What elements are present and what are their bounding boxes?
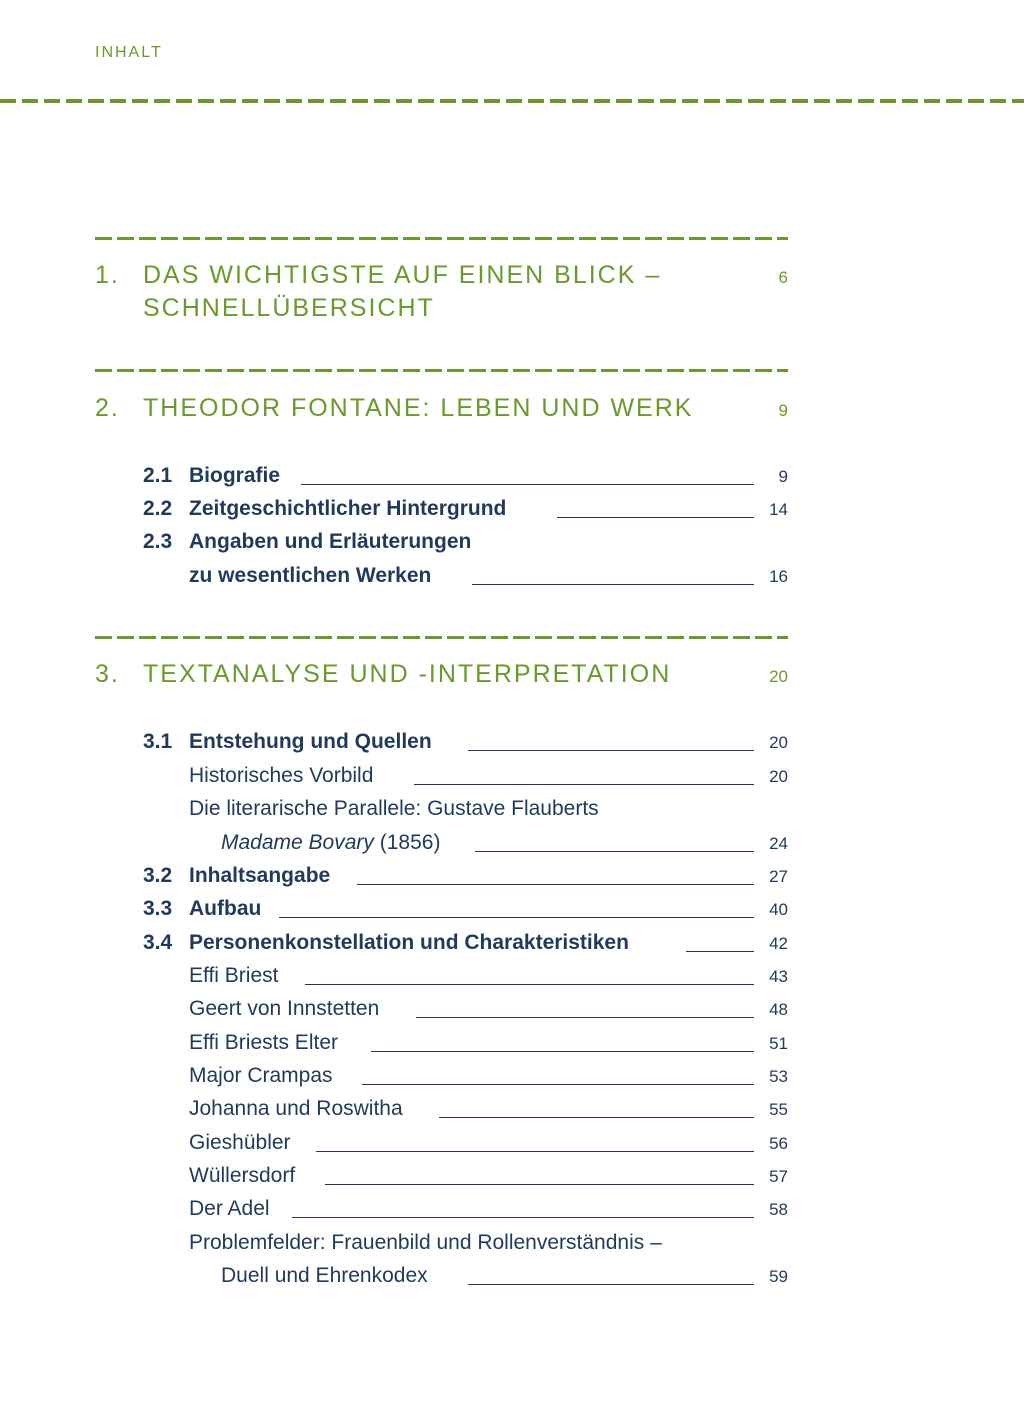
section-1-page: 6 [778,268,788,287]
toc-entry-gieshuebler[interactable] [0,1126,1024,1160]
toc-entry-effi[interactable] [0,959,1024,993]
entry-page: 42 [769,934,788,953]
entry-page: 27 [769,867,788,886]
entry-leader-line [686,951,754,952]
entry-title: Biografie [189,464,281,487]
entry-title-line2 [221,826,440,860]
entry-leader-line [316,1151,754,1152]
entry-page: 53 [769,1067,788,1086]
entry-leader-line [416,1017,754,1018]
toc-entry-personen[interactable] [0,926,1024,960]
section-1-title-line2: SCHNELLÜBERSICHT [143,294,435,322]
section-1-number: 1. [95,261,120,289]
entry-title: Personenkonstellation und Charakteristiken [189,931,629,954]
entry-page: 51 [769,1034,788,1053]
entry-page: 59 [769,1267,788,1286]
entry-page: 14 [769,500,788,519]
entry-title: Entstehung und Quellen [189,730,432,753]
toc-entry-angaben-line1[interactable] [0,525,1024,559]
entry-title: Aufbau [189,897,262,920]
entry-number: 2.2 [143,497,173,520]
toc-entry-parallele-line1[interactable] [0,792,1024,826]
toc-entry-vorbild[interactable] [0,759,1024,793]
book-title-italic: Madame Bovary [221,831,374,854]
book-year: (1856) [373,831,441,854]
entry-page: 58 [769,1200,788,1219]
toc-entry-angaben-line2[interactable] [0,559,1024,593]
entry-leader-line [468,1284,754,1285]
entry-number: 3.3 [143,897,173,920]
entry-title: Der Adel [189,1197,270,1220]
section-3-title: TEXTANALYSE UND -INTERPRETATION [143,660,672,688]
toc-entry-adel[interactable] [0,1192,1024,1226]
entry-title-line1: Problemfelder: Frauenbild und Rollenverständnis – [189,1231,662,1254]
toc-entry-inhalt[interactable] [0,859,1024,893]
toc-entry-geert[interactable] [0,992,1024,1026]
entry-page: 16 [769,567,788,586]
entry-page: 48 [769,1000,788,1019]
entry-leader-line [301,484,754,485]
entry-leader-line [357,884,754,885]
toc-entry-zeitgeschichte[interactable] [0,492,1024,526]
entry-leader-line [468,750,754,751]
entry-title: Zeitgeschichtlicher Hintergrund [189,497,507,520]
section-2-number: 2. [95,394,120,422]
entry-number: 3.2 [143,864,173,887]
entry-page: 43 [769,967,788,986]
entry-number: 2.1 [143,464,173,487]
toc-entry-aufbau[interactable] [0,892,1024,926]
toc-entry-eltern[interactable] [0,1026,1024,1060]
entry-leader-line [439,1117,754,1118]
toc-entry-problem-line2[interactable] [0,1259,1024,1293]
entry-title: Historisches Vorbild [189,764,374,787]
toc-entry-crampas[interactable] [0,1059,1024,1093]
entry-title-line2: zu wesentlichen Werken [189,564,432,587]
section-1-title-line1: DAS WICHTIGSTE AUF EINEN BLICK – [143,261,662,289]
toc-entry-parallele-line2[interactable] [0,826,1024,860]
toc-entry-entstehung[interactable] [0,725,1024,759]
entry-leader-line [557,517,754,518]
entry-leader-line [292,1217,754,1218]
entry-title: Johanna und Roswitha [189,1097,403,1120]
section-1-rule [95,237,788,240]
entry-page: 20 [769,733,788,752]
entry-title: Inhaltsangabe [189,864,331,887]
entry-leader-line [362,1084,754,1085]
section-3-rule [95,636,788,639]
toc-entry-biografie[interactable] [0,459,1024,493]
entry-leader-line [279,917,754,918]
entry-title-line2: Duell und Ehrenkodex [221,1264,428,1287]
header-dashed-rule [0,99,1024,103]
entry-page: 20 [769,767,788,786]
toc-entry-problem-line1[interactable] [0,1226,1024,1260]
entry-page: 40 [769,900,788,919]
entry-number: 3.4 [143,931,173,954]
entry-page: 55 [769,1100,788,1119]
entry-page: 56 [769,1134,788,1153]
entry-page: 9 [778,467,788,486]
section-2-page: 9 [778,401,788,420]
section-3-number: 3. [95,660,120,688]
entry-title-line1: Die literarische Parallele: Gustave Flauberts [189,797,599,820]
entry-title: Major Crampas [189,1064,333,1087]
running-header: INHALT [95,44,163,61]
entry-leader-line [325,1184,754,1185]
entry-title: Wüllersdorf [189,1164,296,1187]
entry-leader-line [414,784,754,785]
section-3-page: 20 [769,667,788,686]
entry-page: 57 [769,1167,788,1186]
toc-entry-johanna[interactable] [0,1092,1024,1126]
entry-number: 3.1 [143,730,173,753]
entry-title: Geert von Innstetten [189,997,380,1020]
entry-number: 2.3 [143,530,173,553]
entry-title: Gieshübler [189,1131,291,1154]
entry-title-line1: Angaben und Erläuterungen [189,530,472,553]
entry-leader-line [472,584,754,585]
section-2-rule [95,369,788,372]
entry-leader-line [475,851,754,852]
section-2-title: THEODOR FONTANE: LEBEN UND WERK [143,394,694,422]
entry-title: Effi Briests Elter [189,1031,338,1054]
toc-entry-wuellersdorf[interactable] [0,1159,1024,1193]
entry-title: Effi Briest [189,964,279,987]
entry-leader-line [371,1051,754,1052]
entry-leader-line [305,984,754,985]
entry-page: 24 [769,834,788,853]
